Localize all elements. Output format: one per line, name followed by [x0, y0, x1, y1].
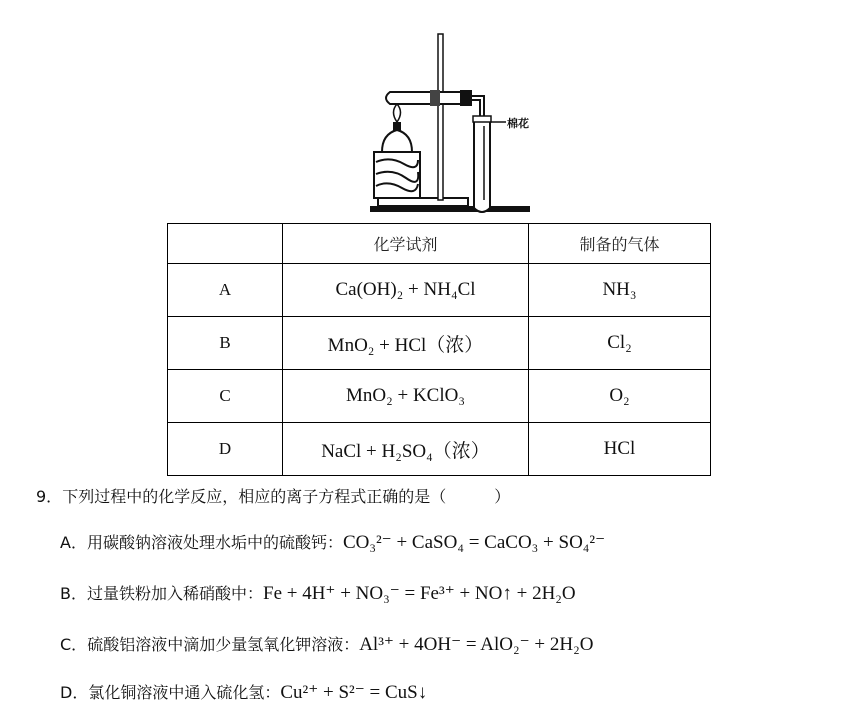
- row-label: C: [168, 370, 283, 423]
- question-text: 下列过程中的化学反应，相应的离子方程式正确的是（ ）: [62, 487, 511, 506]
- header-gas: 制备的气体: [529, 224, 711, 264]
- row-reagent: Ca(OH)₂ + NH₄Cl: [283, 264, 529, 317]
- option-equation: Al³⁺ + 4OH⁻ = AlO₂⁻ + 2H₂O: [359, 634, 594, 655]
- row-reagent: MnO₂ + KClO₃: [283, 370, 529, 423]
- stopper: [460, 90, 472, 106]
- row-gas: Cl₂: [529, 317, 711, 370]
- option-text: 氯化铜溶液中通入硫化氢：: [88, 683, 281, 702]
- table-header-row: [168, 224, 711, 264]
- option-d[interactable]: [60, 680, 427, 704]
- reagent-table: [167, 223, 711, 476]
- question-stem: [36, 484, 510, 507]
- header-reagent: 化学试剂: [283, 224, 529, 264]
- option-letter: D．: [60, 683, 89, 702]
- row-gas: HCl: [529, 423, 711, 476]
- table-row: [168, 423, 711, 476]
- collection-tube: [474, 120, 490, 212]
- option-c[interactable]: [60, 632, 593, 656]
- option-a[interactable]: [60, 530, 605, 554]
- table-row: [168, 264, 711, 317]
- row-reagent: NaCl + H₂SO₄（浓）: [283, 423, 529, 476]
- option-letter: A．: [60, 533, 87, 552]
- flame: [394, 104, 401, 122]
- row-gas: NH₃: [529, 264, 711, 317]
- question-number: 9．: [36, 487, 63, 506]
- table-row: [168, 317, 711, 370]
- option-equation: Fe + 4H⁺ + NO₃⁻ = Fe³⁺ + NO↑ + 2H₂O: [263, 583, 576, 604]
- row-reagent: MnO₂ + HCl（浓）: [283, 317, 529, 370]
- alcohol-lamp: [382, 130, 412, 152]
- reaction-tube: [386, 92, 462, 104]
- option-text: 硫酸铝溶液中滴加少量氢氧化钾溶液：: [87, 635, 360, 654]
- row-label: B: [168, 317, 283, 370]
- table-row: [168, 370, 711, 423]
- row-label: A: [168, 264, 283, 317]
- apparatus-figure: [360, 30, 550, 220]
- option-letter: B．: [60, 584, 87, 603]
- option-equation: Cu²⁺ + S²⁻ = CuS↓: [280, 682, 428, 703]
- option-letter: C．: [60, 635, 88, 654]
- cotton-label: 棉花: [507, 117, 529, 130]
- option-text: 过量铁粉加入稀硝酸中：: [86, 584, 263, 603]
- option-equation: CO₃²⁻ + CaSO₄ = CaCO₃ + SO₄²⁻: [342, 532, 606, 553]
- row-gas: O₂: [529, 370, 711, 423]
- option-b[interactable]: [60, 581, 576, 605]
- header-blank: [168, 224, 283, 264]
- row-label: D: [168, 423, 283, 476]
- stand-rod: [438, 34, 443, 200]
- option-text: 用碳酸钠溶液处理水垢中的硫酸钙：: [86, 533, 343, 552]
